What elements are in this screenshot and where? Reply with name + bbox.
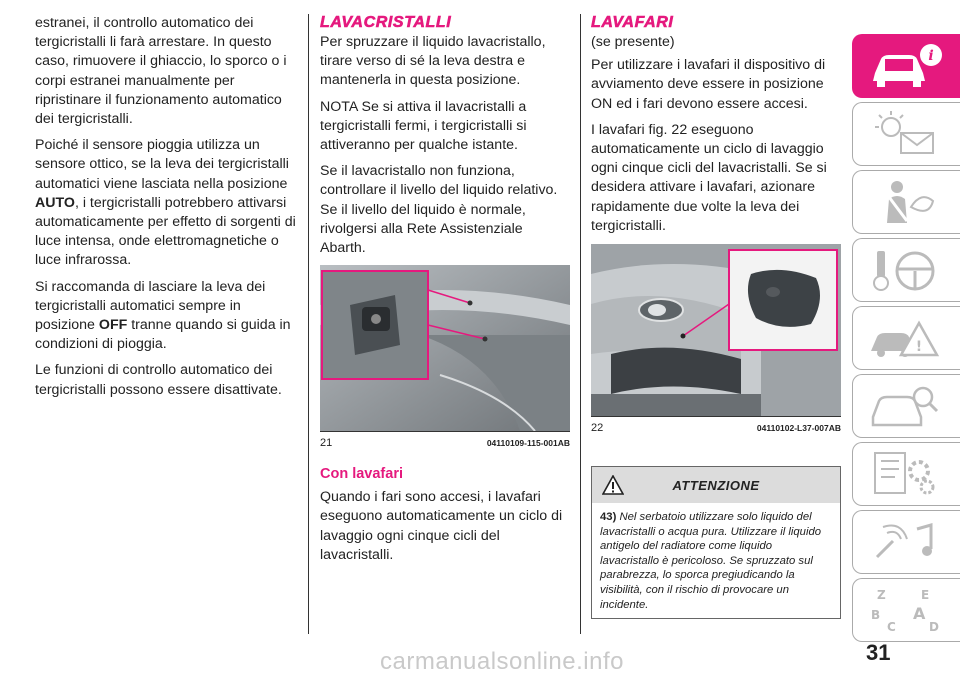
figure-number: 22 xyxy=(591,422,604,435)
index-letter: C xyxy=(887,620,896,634)
svg-text:!: ! xyxy=(915,339,923,355)
column-left xyxy=(35,14,297,407)
text: Si raccomanda di lasciare la leva dei tergicristalli automatici sempre in posizione xyxy=(35,278,266,334)
watermark: carmanualsonline.info xyxy=(380,648,624,675)
subsection-heading: Con lavafari xyxy=(320,466,403,483)
warning-box xyxy=(591,466,841,619)
figure-code: 04110109-115-001AB xyxy=(486,438,570,449)
tab-car-info[interactable] xyxy=(852,34,960,98)
section-heading: LAVAFARI xyxy=(591,14,674,31)
paragraph: I lavafari fig. 22 eseguono automaticamente un ciclo di lavaggio ogni cinque cicli del lavacristalli. Se si desidera attivare i lavafari, azionare rapidamente due volte la leva dei tergicristalli. xyxy=(591,121,827,234)
index-letter: D xyxy=(929,620,939,634)
text: Poiché il sensore pioggia utilizza un sensore ottico, se la leva dei tergicristalli automatici viene lasciata nella posizione xyxy=(35,137,289,192)
paragraph: estranei, il controllo automatico dei tergicristalli li farà arrestare. In questo caso, rimuovere il ghiaccio, lo sporco o i corpi estranei manualmente per ripristinare il funzionamento automatico dei tergicristalli. xyxy=(35,15,287,128)
paragraph: Le funzioni di controllo automatico dei tergicristalli possono essere disattivate. xyxy=(35,362,282,398)
tab-maintenance[interactable] xyxy=(852,374,960,438)
subtitle: (se presente) xyxy=(591,34,675,50)
tab-dashboard-lights[interactable] xyxy=(852,102,960,166)
headlamp-washer-illustration xyxy=(591,244,841,416)
svg-text:i: i xyxy=(928,48,934,64)
figure-washer-nozzle xyxy=(320,265,570,431)
bold-term: AUTO xyxy=(35,194,75,211)
tab-emergency[interactable] xyxy=(852,306,960,370)
paragraph: Quando i fari sono accesi, i lavafari eseguono automaticamente un ciclo di lavaggio ogni cinque cicli del lavacristalli. xyxy=(320,489,563,563)
dashboard-lights-icon xyxy=(867,109,947,159)
warning-text xyxy=(592,503,840,618)
column-divider xyxy=(308,14,309,634)
figure-caption xyxy=(591,416,841,436)
figure-code: 04110102-L37-007AB xyxy=(756,423,841,434)
index-letter: Z xyxy=(877,588,886,602)
page-number: 31 xyxy=(866,640,891,665)
warning-triangle-car-icon xyxy=(867,313,947,363)
multimedia-icon xyxy=(867,517,947,567)
car-info-icon xyxy=(867,41,947,91)
tab-starting-driving[interactable] xyxy=(852,238,960,302)
seatbelt-airbag-icon xyxy=(867,177,947,227)
paragraph xyxy=(35,278,297,355)
warning-header xyxy=(592,467,840,503)
tab-technical-data[interactable] xyxy=(852,442,960,506)
index-letter: B xyxy=(871,608,881,622)
paragraph: Per utilizzare i lavafari il dispositivo di avviamento deve essere in posizione ON ed i fari devono essere accesi. xyxy=(591,57,826,112)
text: tranne quando si guida in condizioni di pioggia. xyxy=(35,317,291,353)
warning-triangle-icon xyxy=(602,475,624,495)
index-letter: E xyxy=(921,588,930,602)
warning-title: ATTENZIONE xyxy=(672,477,760,493)
paragraph: Se il lavacristallo non funziona, controllare il livello del liquido relativo. Se il livello del liquido è normale, rivolgersi alla Rete Assistenziale Abarth. xyxy=(320,163,558,257)
column-middle xyxy=(320,14,570,572)
specs-gears-icon xyxy=(867,449,947,499)
key-steering-icon xyxy=(867,245,947,295)
paragraph: Per spruzzare il liquido lavacristallo, tirare verso di sé la leva destra e mantenerla in questa posizione. xyxy=(320,34,546,89)
warning-body: Nel serbatoio utilizzare solo liquido del lavacristalli o acqua pura. Utilizzare il liquido antigelo del radiatore come liquido lavacristallo è pericoloso. Se spruzzato sul parabrezza, lo sporca pregiudicando la visibilità, con il rischio di provocare un incidente. xyxy=(600,511,822,611)
figure-caption xyxy=(320,431,570,451)
car-service-icon xyxy=(867,381,947,431)
tab-index[interactable] xyxy=(852,578,960,642)
text: , i tergicristalli potrebbero attivarsi automaticamente per effetto di sorgenti di luce intensa, onde elettromagnetiche o luce infrarossa. xyxy=(35,194,296,269)
tab-multimedia[interactable] xyxy=(852,510,960,574)
figure-number: 21 xyxy=(320,437,333,450)
column-right xyxy=(591,14,841,619)
warning-ref: 43) xyxy=(600,511,617,524)
washer-nozzle-illustration xyxy=(320,265,570,431)
index-letter: A xyxy=(913,604,926,623)
bold-term: OFF xyxy=(98,317,128,334)
paragraph: NOTA Se si attiva il lavacristalli a tergicristalli fermi, i tergicristalli si attiveranno per qualche istante. xyxy=(320,98,527,154)
figure-headlamp-washer xyxy=(591,244,841,416)
alphabetical-index-icon xyxy=(867,585,947,635)
chapter-tabs xyxy=(852,34,960,646)
paragraph xyxy=(35,136,297,270)
tab-safety[interactable] xyxy=(852,170,960,234)
section-heading: LAVACRISTALLI xyxy=(320,14,452,31)
column-divider xyxy=(580,14,581,634)
